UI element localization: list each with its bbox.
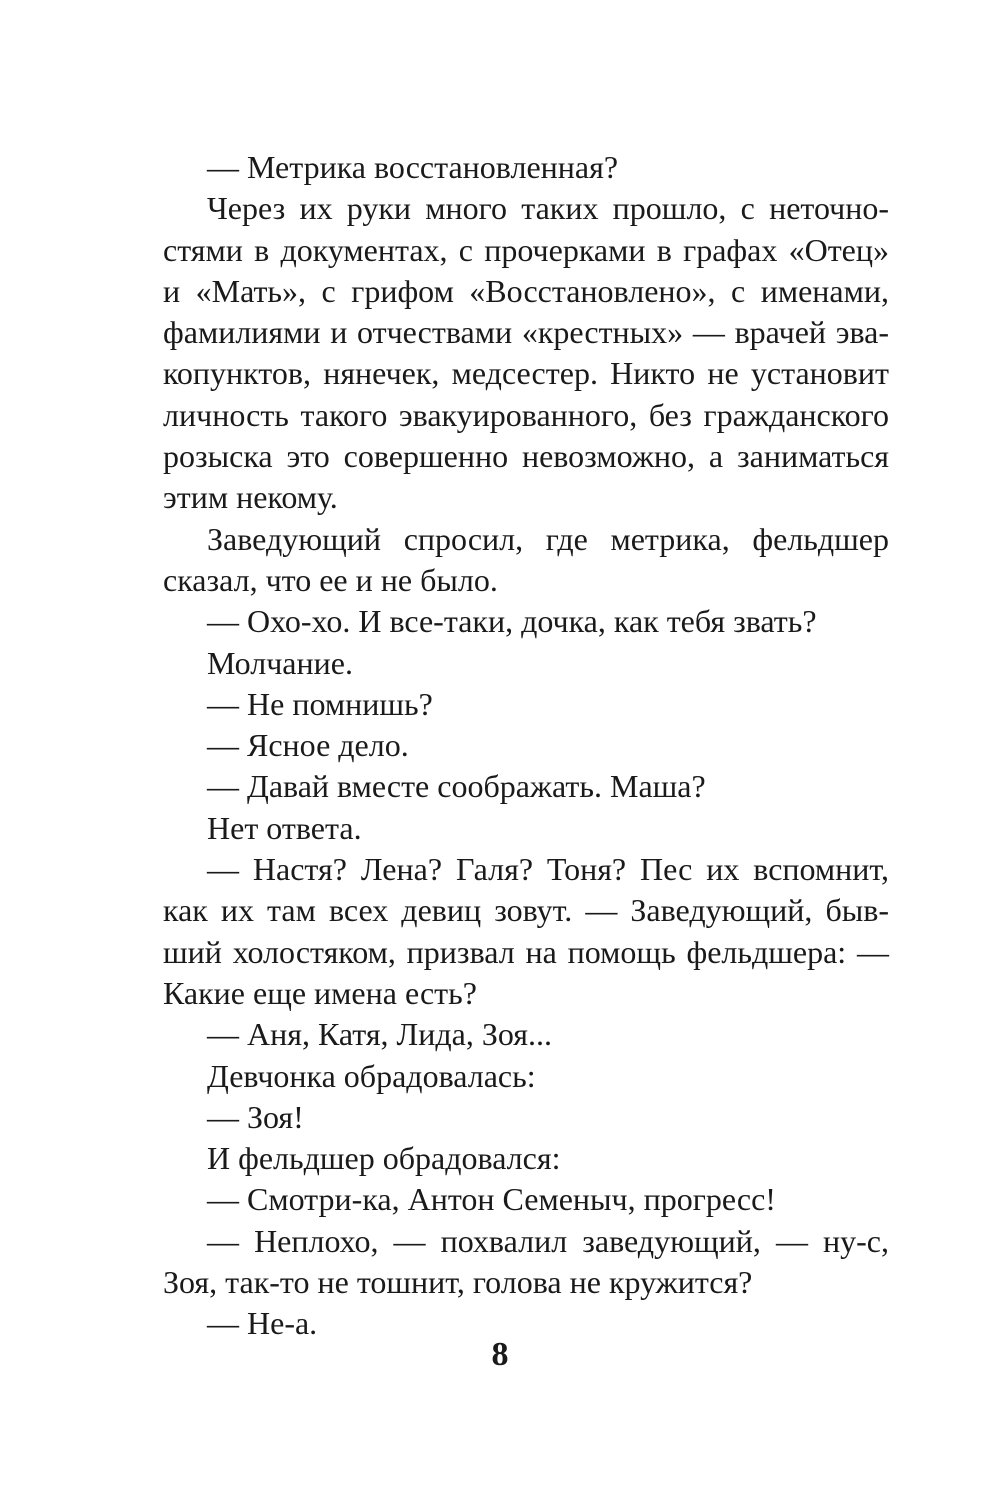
paragraph: Через их руки много таких прошло, с неточностями в документах, с прочерками в графах «Отец» и «Мать», с грифом «Восстановлено», с именами, фамилиями и отчествами «крестных» — врачей эвакопунктов, нянечек, медсестер. Никто не установит личность такого эвакуированного, без гражданского розыска это совершенно невозможно, а заниматься этим некому. [163, 190, 889, 516]
paragraph: — Аня, Катя, Лида, Зоя... [207, 1016, 552, 1053]
paragraph: — Не помнишь? [207, 685, 433, 722]
paragraph: Молчание. [207, 644, 353, 681]
paragraph: Девчонка обрадовалась: [207, 1057, 536, 1094]
paragraph: — Метрика восстановленная? [207, 149, 619, 185]
paragraph: — Не-а. [207, 1305, 318, 1342]
paragraph: — Зоя! [207, 1098, 304, 1135]
paragraph: — Давай вместе соображать. Маша? [207, 768, 706, 805]
paragraph: — Охо-хо. И все-таки, дочка, как тебя звать? [207, 603, 817, 640]
paragraph: Заведующий спросил, где метрика, фельдшер сказал, что ее и не было. [163, 520, 889, 598]
body-text [163, 147, 889, 1345]
paragraph: — Смотри-ка, Антон Семеныч, прогресс! [207, 1181, 776, 1218]
paragraph: — Неплохо, — похвалил заведующий, — ну-с, Зоя, так-то не тошнит, голова не кружится? [163, 1222, 889, 1301]
page-number: 8 [491, 1336, 509, 1373]
paragraph: — Настя? Лена? Галя? Тоня? Пес их вспомнит, как их там всех девиц зовут. — Заведующий, бывший холостяком, призвал на помощь фельдшера: — Какие еще имена есть? [163, 851, 889, 1011]
paragraph: И фельдшер обрадовался: [207, 1140, 561, 1177]
paragraph: Нет ответа. [207, 809, 362, 846]
paragraph: — Ясное дело. [207, 727, 409, 764]
